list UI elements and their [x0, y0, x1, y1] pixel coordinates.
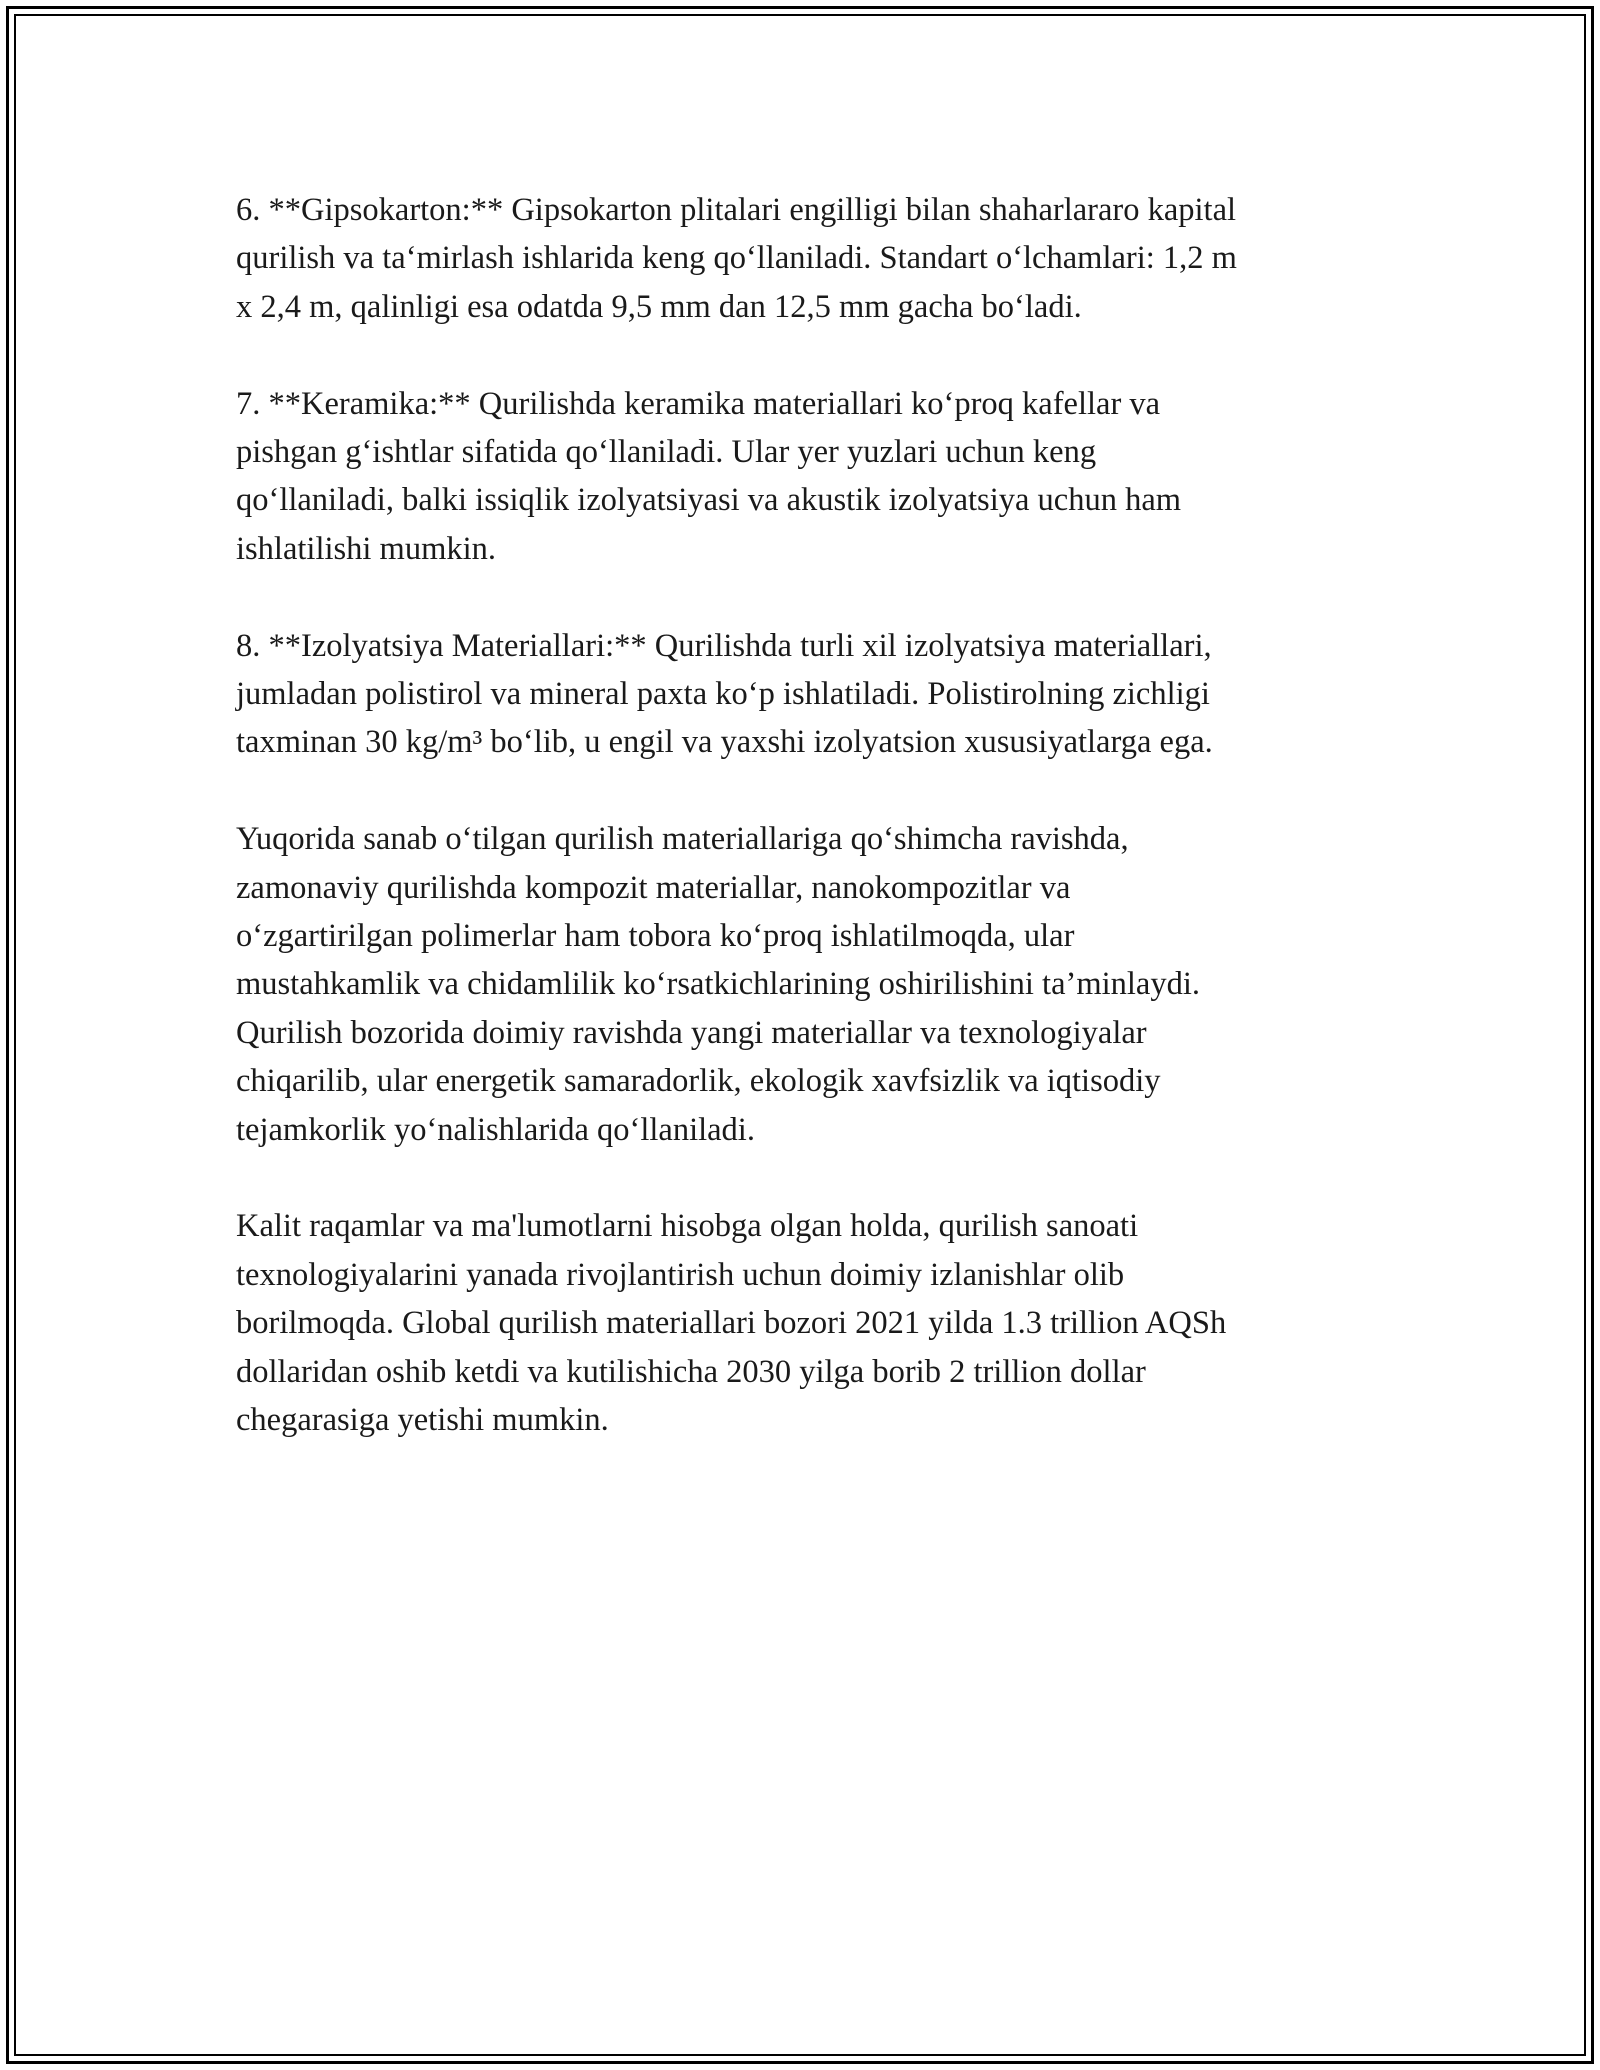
paragraph-izolyatsiya: 8. **Izolyatsiya Materiallari:** Qurilishda turli xil izolyatsiya materiallari, jumladan polistirol va mineral paxta ko‘p ishlatiladi. Polistirolning zichligi taxminan 30 kg/m³ bo‘lib, u engil va yaxshi izolyatsion xususiyatlarga ega.: [236, 627, 1213, 761]
document-body: [236, 186, 1376, 1493]
paragraph-modern-materials: Yuqorida sanab o‘tilgan qurilish materiallariga qo‘shimcha ravishda, zamonaviy qurilishda kompozit materiallar, nanokompozitlar va o‘zgartirilgan polimerlar ham tobora ko‘proq ishlatilmoqda, ular mustahkamlik va chidamlilik ko‘rsatkichlarining oshirilishini ta’minlaydi. Qurilish bozorida doimiy ravishda yangi materiallar va texnologiyalar chiqarilib, ular energetik samaradorlik, ekologik xavfsizlik va iqtisodiy tejamkorlik yo‘nalishlarida qo‘llaniladi.: [236, 821, 1201, 1148]
paragraph-gipsokarton: 6. **Gipsokarton:** Gipsokarton plitalari engilligi bilan shaharlararo kapital qurilish va ta‘mirlash ishlarida keng qo‘llaniladi. Standart o‘lchamlari: 1,2 m x 2,4 m, qalinligi esa odatda 9,5 mm dan 12,5 mm gacha bo‘ladi.: [236, 192, 1237, 325]
paragraph-keramika: 7. **Keramika:** Qurilishda keramika materiallari ko‘proq kafellar va pishgan g‘ishtlar sifatida qo‘llaniladi. Ular yer yuzlari uchun keng qo‘llaniladi, balki issiqlik izolyatsiyasi va akustik izolyatsiya uchun ham ishlatilishi mumkin.: [236, 385, 1182, 567]
paragraph-market-outlook: Kalit raqamlar va ma'lumotlarni hisobga olgan holda, qurilish sanoati texnologiyalarini yanada rivojlantirish uchun doimiy izlanishlar olib borilmoqda. Global qurilish materiallari bozori 2021 yilda 1.3 trillion AQSh dollaridan oshib ketdi va kutilishicha 2030 yilga borib 2 trillion dollar chegarasiga yetishi mumkin.: [236, 1208, 1227, 1439]
